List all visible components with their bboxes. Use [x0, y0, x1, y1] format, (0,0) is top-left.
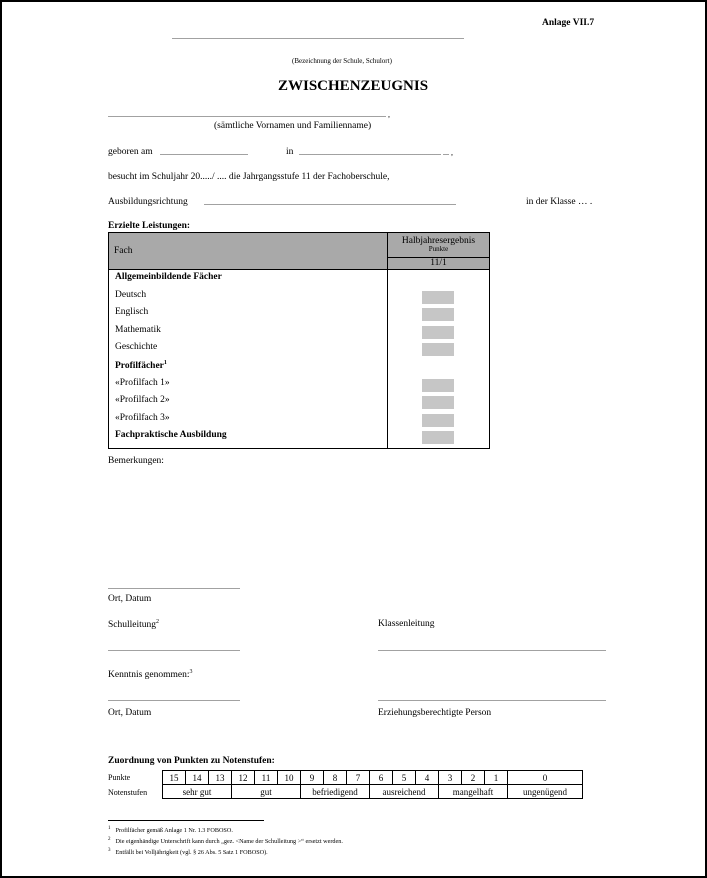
performance-heading: Erzielte Leistungen: — [108, 221, 191, 231]
guardian-signature-line[interactable]: .................................................................................................................. — [378, 694, 606, 703]
document-title: ZWISCHENZEUGNIS — [278, 78, 429, 94]
grade-cell: ausreichend — [370, 785, 439, 799]
footnotes — [108, 824, 343, 857]
name-caption: (sämtliche Vornamen und Familienname) — [214, 121, 372, 131]
points-cell: 7 — [347, 771, 370, 785]
footnote: $^1$ Profilfächer gemäß Anlage 1 Nr. 1.3 FOBOSO. — [108, 826, 233, 835]
birthplace-label: in — [286, 147, 294, 157]
points-input[interactable] — [422, 291, 454, 304]
grades-table — [108, 232, 490, 449]
points-cell: 3 — [439, 771, 462, 785]
points-cell: 11 — [255, 771, 278, 785]
subject-header: Fach — [109, 233, 388, 270]
points-cell: 2 — [462, 771, 485, 785]
points-cell: 1 — [485, 771, 508, 785]
class-label: in der Klasse … . — [526, 197, 593, 207]
school-name-line[interactable]: .................................................................................................................................................. — [172, 32, 464, 41]
grade-scale-table — [162, 770, 583, 799]
points-cell: 4 — [416, 771, 439, 785]
points-cell: 5 — [393, 771, 416, 785]
subject-row-label: Profilfächer$^1$ — [115, 360, 167, 372]
name-line[interactable]: ........................................................................................................................................... , — [108, 110, 390, 119]
points-input[interactable] — [422, 431, 454, 444]
subject-row-label: Englisch — [115, 307, 149, 318]
grade-cell: mangelhaft — [439, 785, 508, 799]
class-teacher-signature-line[interactable]: .................................................................................................................. — [378, 644, 606, 653]
points-cell: 13 — [209, 771, 232, 785]
remarks-label: Bemerkungen: — [108, 456, 164, 466]
column-divider — [387, 269, 388, 448]
principal-signature-line[interactable]: .................................................................. — [108, 644, 240, 653]
points-row — [163, 771, 583, 785]
points-cell: 0 — [508, 771, 583, 785]
points-cell: 6 — [370, 771, 393, 785]
points-input[interactable] — [422, 326, 454, 339]
subject-row-label: «Profilfach 1» — [115, 377, 170, 388]
points-cell: 14 — [186, 771, 209, 785]
scale-heading: Zuordnung von Punkten zu Notenstufen: — [108, 756, 275, 766]
points-cell: 8 — [324, 771, 347, 785]
footnote: $^2$ Die eigenhändige Unterschrift kann durch „gez. <Name der Schulleitung >“ ersetzt werden. — [108, 837, 343, 846]
points-input[interactable] — [422, 308, 454, 321]
place-date-label-1: Ort, Datum — [108, 594, 152, 604]
points-input[interactable] — [422, 414, 454, 427]
class-teacher-label: Klassenleitung — [378, 619, 435, 629]
subject-row-label: Mathematik — [115, 324, 161, 335]
school-year-text: besucht im Schuljahr 20...../ .... die Jahrgangsstufe 11 der Fachoberschule, — [108, 172, 390, 182]
footnote: $^3$ Entfällt bei Volljährigkeit (vgl. § 26 Abs. 5 Satz 1 FOBOSO). — [108, 848, 268, 857]
place-date-line-2[interactable]: .................................................................. — [108, 694, 240, 703]
grade-cell: gut — [232, 785, 301, 799]
points-label: Punkte — [108, 773, 131, 782]
direction-line[interactable]: .............................................................................................................................. — [204, 198, 456, 207]
term-header: 11/1 — [388, 258, 489, 270]
grade-cell: ungenügend — [508, 785, 583, 799]
guardian-label: Erziehungsberechtigte Person — [378, 708, 492, 718]
points-cell: 15 — [163, 771, 186, 785]
place-date-line-1[interactable]: .................................................................. — [108, 582, 240, 591]
grades-row — [163, 785, 583, 799]
direction-label: Ausbildungsrichtung — [108, 197, 188, 207]
subject-row-label: «Profilfach 2» — [115, 395, 170, 406]
points-cell: 10 — [278, 771, 301, 785]
points-cell: 9 — [301, 771, 324, 785]
points-cell: 12 — [232, 771, 255, 785]
grade-cell: sehr gut — [163, 785, 232, 799]
subject-row-label: Fachpraktische Ausbildung — [115, 430, 227, 441]
acknowledged-label: Kenntnis genommen:$^3$ — [108, 669, 193, 681]
principal-label: Schulleitung$^2$ — [108, 619, 160, 631]
subject-row-label: Allgemeinbildende Fächer — [115, 272, 222, 282]
appendix-label: Anlage VII.7 — [542, 18, 595, 28]
footnote-separator — [108, 820, 264, 821]
birthplace-line[interactable]: ....................................................................... ... , — [299, 148, 453, 157]
place-date-label-2: Ort, Datum — [108, 708, 152, 718]
grades-label: Notenstufen — [108, 788, 148, 797]
points-input[interactable] — [422, 343, 454, 356]
points-input[interactable] — [422, 396, 454, 409]
born-label: geboren am — [108, 147, 153, 157]
result-header: Halbjahresergebnis Punkte — [388, 233, 489, 258]
grade-cell: befriedigend — [301, 785, 370, 799]
subject-row-label: Deutsch — [115, 289, 147, 300]
birthdate-line[interactable]: ............................................ — [160, 148, 248, 157]
points-input[interactable] — [422, 379, 454, 392]
subject-row-label: Geschichte — [115, 342, 158, 353]
school-caption: (Bezeichnung der Schule, Schulort) — [292, 57, 392, 65]
subject-row-label: «Profilfach 3» — [115, 412, 170, 423]
